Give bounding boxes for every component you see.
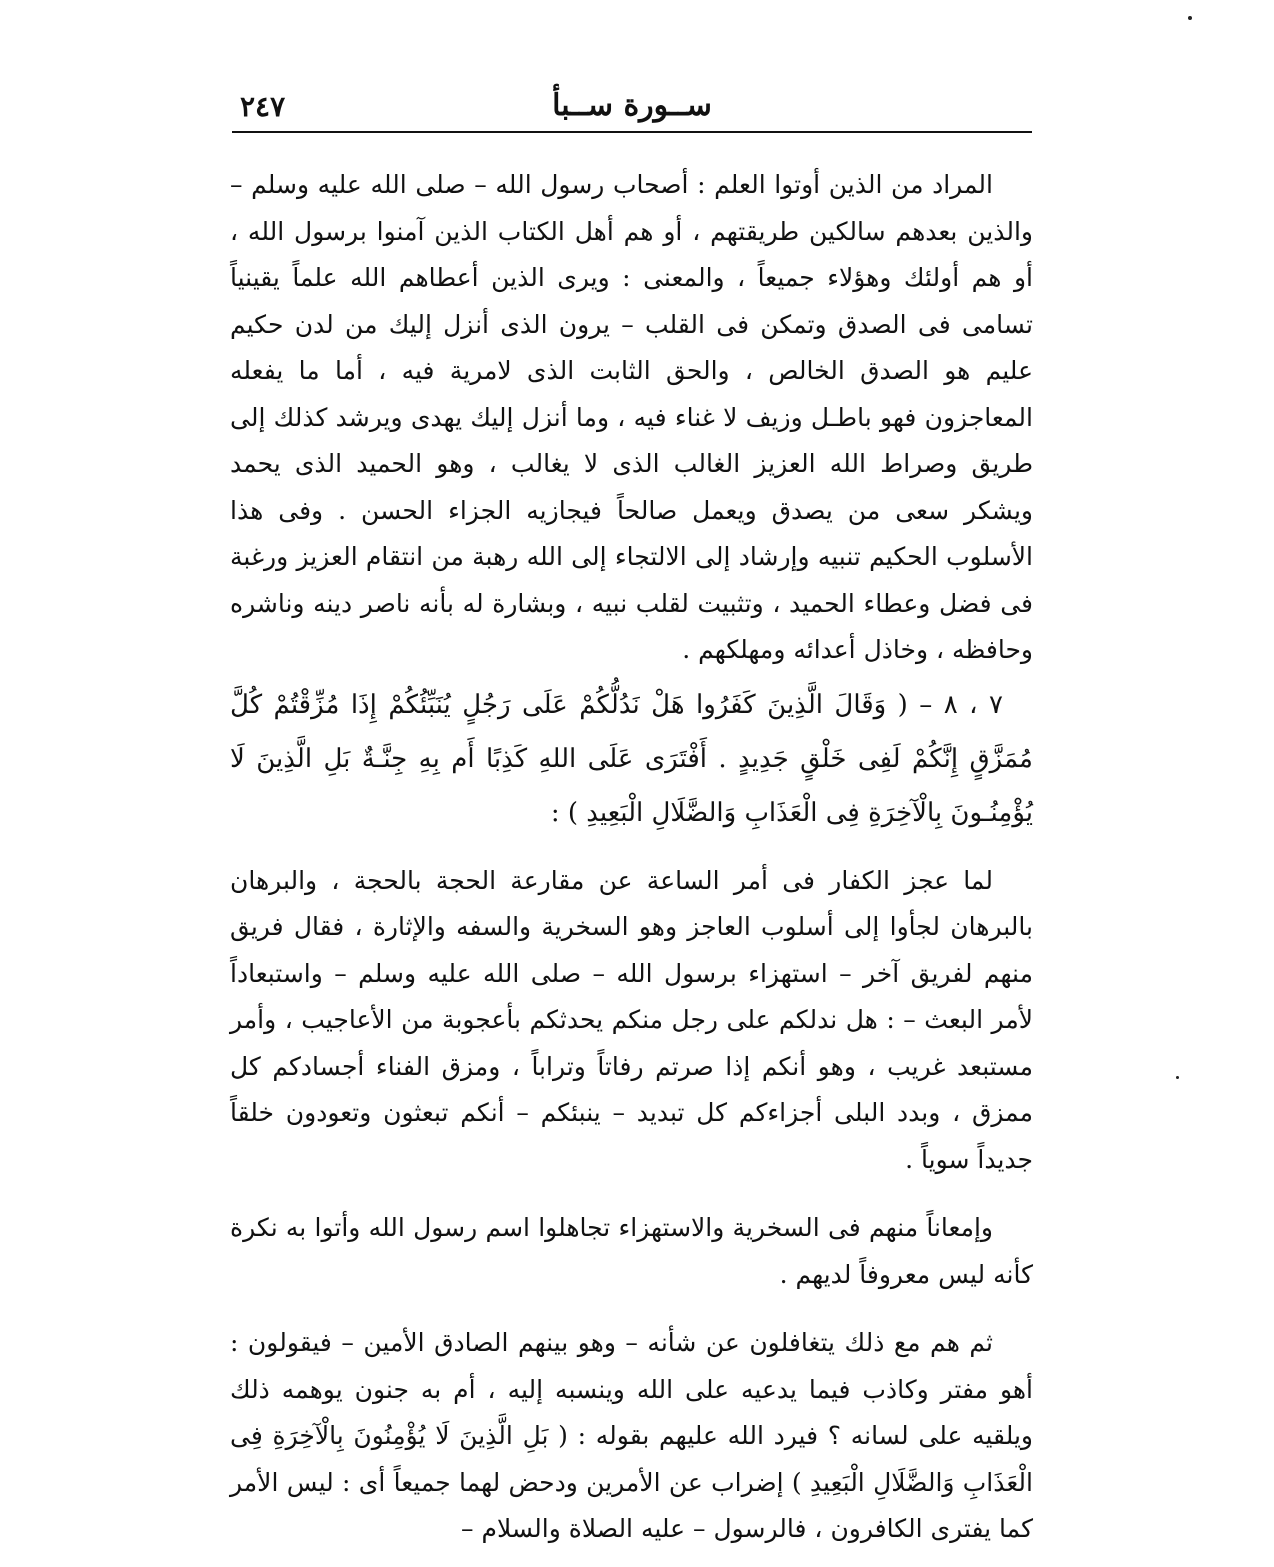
scan-speck — [1176, 1076, 1179, 1079]
paragraph-commentary: لما عجز الكفار فى أمر الساعة عن مقارعة الحجة بالحجة ، والبرهان بالبرهان لجأوا إلى أسلوب العاجز وهو السخرية والسفه والإثارة ، فقال فريق منهم لفريق آخر – استهزاء برسول الله – صلى الله عليه وسلم – واستبعاداً لأمر البعث – : هل ندلكم على رجل منكم يحدثكم بأعجوبة من الأعاجيب ، وأمر مستبعد غريب ، وهو أنكم إذا صرتم رفاتاً وتراباً ، ومزق الفناء أجسادكم كل ممزق ، وبدد البلى أجزاءكم كل تبديد – ينبئكم – أنكم تبعثون وتعودون خلقاً جديداً سوياً . — [230, 865, 1034, 1174]
surah-title: ســورة ســبأ — [552, 88, 712, 123]
paragraph-commentary: ثم هم مع ذلك يتغافلون عن شأنه – وهو بينهم الصادق الأمين – فيقولون : أهو مفتر وكاذب فيما يدعيه على الله وينسبه إليه ، أم به جنون يوهمه ذلك ويلقيه على لسانه ؟ فيرد الله عليهم بقوله : ( بَلِ الَّذِينَ لَا يُؤْمِنُونَ بِالْآخِرَةِ فِى الْعَذَابِ وَالضَّلَالِ الْبَعِيدِ ) إضراب عن الأمرين ودحض لهما جميعاً أى : ليس الأمر كما يفترى الكافرون ، فالرسول – عليه الصلاة والسلام – — [230, 1328, 1033, 1543]
paragraph-commentary: وإمعاناً منهم فى السخرية والاستهزاء تجاهلوا اسم رسول الله وأتوا به نكرة كأنه ليس معروفاً لديهم . — [230, 1213, 1033, 1289]
page-number: ٢٤٧ — [240, 90, 286, 123]
page-header — [232, 88, 1032, 134]
scan-speck — [1188, 16, 1192, 20]
paragraph-commentary: المراد من الذين أوتوا العلم : أصحاب رسول الله – صلى الله عليه وسلم – والذين بعدهم سالكين طريقتهم ، أو هم أهل الكتاب الذين آمنوا برسول الله ، أو هم أولئك وهؤلاء جميعاً ، والمعنى : ويرى الذين أعطاهم الله علماً يقينياً تسامى فى الصدق وتمكن فى القلب – يرون الذى أنزل إليك من لدن حكيم عليم هو الصدق الخالص ، والحق الثابت الذى لامرية فيه ، أما ما يفعله المعاجزون فهو باطـل وزيف لا غناء فيه ، وما أنزل إليك يهدى ويرشد كذلك إلى طريق وصراط الله العزيز الغالب الذى لا يغالب ، وهو الحميد الذى يحمد ويشكر سعى من يصدق ويعمل صالحاً فيجازيه الجزاء الحسن . وفى هذا الأسلوب الحكيم تنبيه وإرشاد إلى الالتجاء إلى الله رهبة من انتقام العزيز ورغبة فى فضل وعطاء الحميد ، وتثبيت لقلب نبيه ، وبشارة له بأنه ناصر دينه وناشره وحافظه ، وخاذل أعدائه ومهلكهم . — [230, 170, 1033, 664]
quran-verse: ٧ ، ٨ – ( وَقَالَ الَّذِينَ كَفَرُوا هَلْ نَدُلُّكُمْ عَلَى رَجُلٍ يُنَبِّئُكُمْ إِذَا مُزِّقْتُمْ كُلَّ مُمَزَّقٍ إِنَّكُمْ لَفِى خَلْقٍ جَدِيدٍ . أَفْتَرَى عَلَى اللهِ كَذِبًا أَم بِهِ جِنَّـةٌ بَلِ الَّذِينَ لَا يُؤْمِنُـونَ بِالْآخِرَةِ فِى الْعَذَابِ وَالضَّلَالِ الْبَعِيدِ ) : — [230, 689, 1033, 828]
header-rule — [232, 131, 1032, 133]
page-body — [230, 162, 1033, 1553]
